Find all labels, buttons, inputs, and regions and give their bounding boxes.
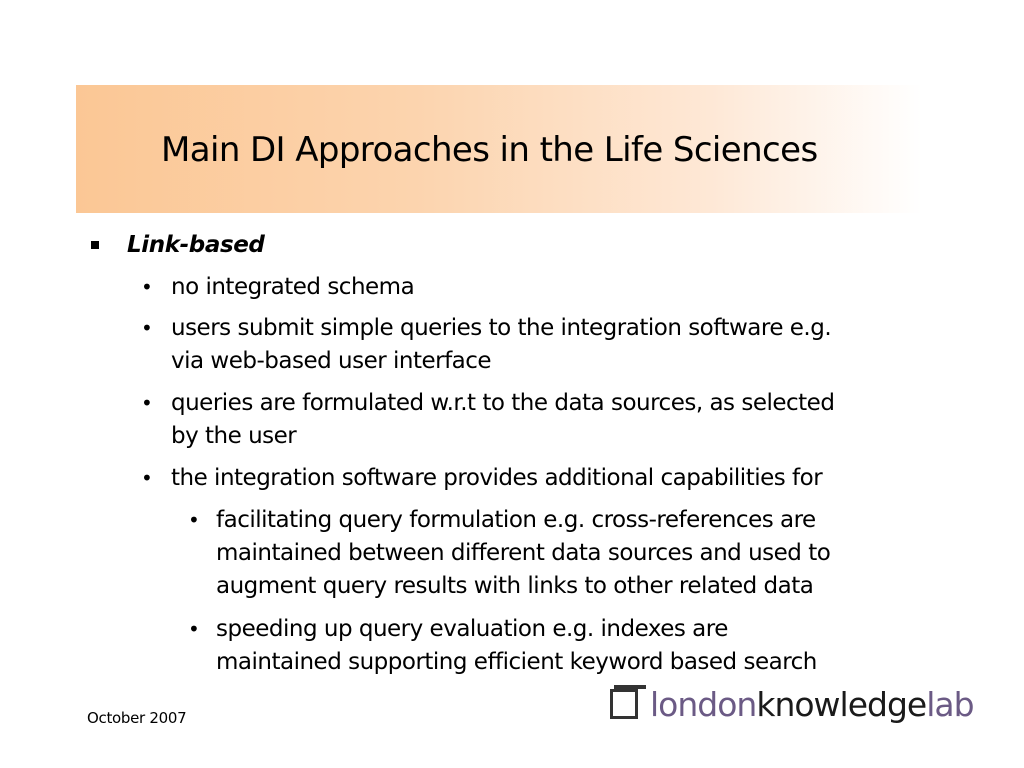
square-bullet-icon: [91, 241, 99, 249]
londonknowledgelab-logo: [606, 681, 1006, 731]
bullet-text: the integration software provides additional capabilities for: [171, 465, 823, 491]
slide-title: Main DI Approaches in the Life Sciences: [161, 130, 818, 170]
bullet-icon: •: [141, 466, 153, 490]
bullet-link-based: Link-based: [127, 232, 265, 258]
logo-box-lid-icon: [614, 685, 646, 689]
logo-lab: lab: [926, 685, 974, 724]
bullet-text: facilitating query formulation e.g. cross-references are: [216, 507, 816, 533]
bullet-text-continuation: maintained between different data sources and used to: [216, 540, 831, 566]
bullet-text-continuation: by the user: [171, 423, 297, 449]
bullet-text-continuation: maintained supporting efficient keyword based search: [216, 649, 817, 675]
bullet-icon: •: [141, 316, 153, 340]
logo-box-icon: [610, 689, 638, 719]
bullet-text: users submit simple queries to the integration software e.g.: [171, 315, 832, 341]
bullet-icon: •: [141, 275, 153, 299]
logo-wordmark: [650, 683, 974, 727]
bullet-icon: •: [188, 617, 200, 641]
bullet-text: no integrated schema: [171, 274, 415, 300]
logo-london: london: [650, 685, 757, 724]
logo-knowledge: knowledge: [756, 685, 927, 724]
bullet-icon: •: [141, 391, 153, 415]
bullet-icon: •: [188, 508, 200, 532]
bullet-text: speeding up query evaluation e.g. indexes are: [216, 616, 728, 642]
bullet-text: queries are formulated w.r.t to the data sources, as selected: [171, 390, 835, 416]
bullet-text-continuation: augment query results with links to other related data: [216, 573, 814, 599]
bullet-text-continuation: via web-based user interface: [171, 348, 492, 374]
footer-date: October 2007: [87, 709, 187, 727]
